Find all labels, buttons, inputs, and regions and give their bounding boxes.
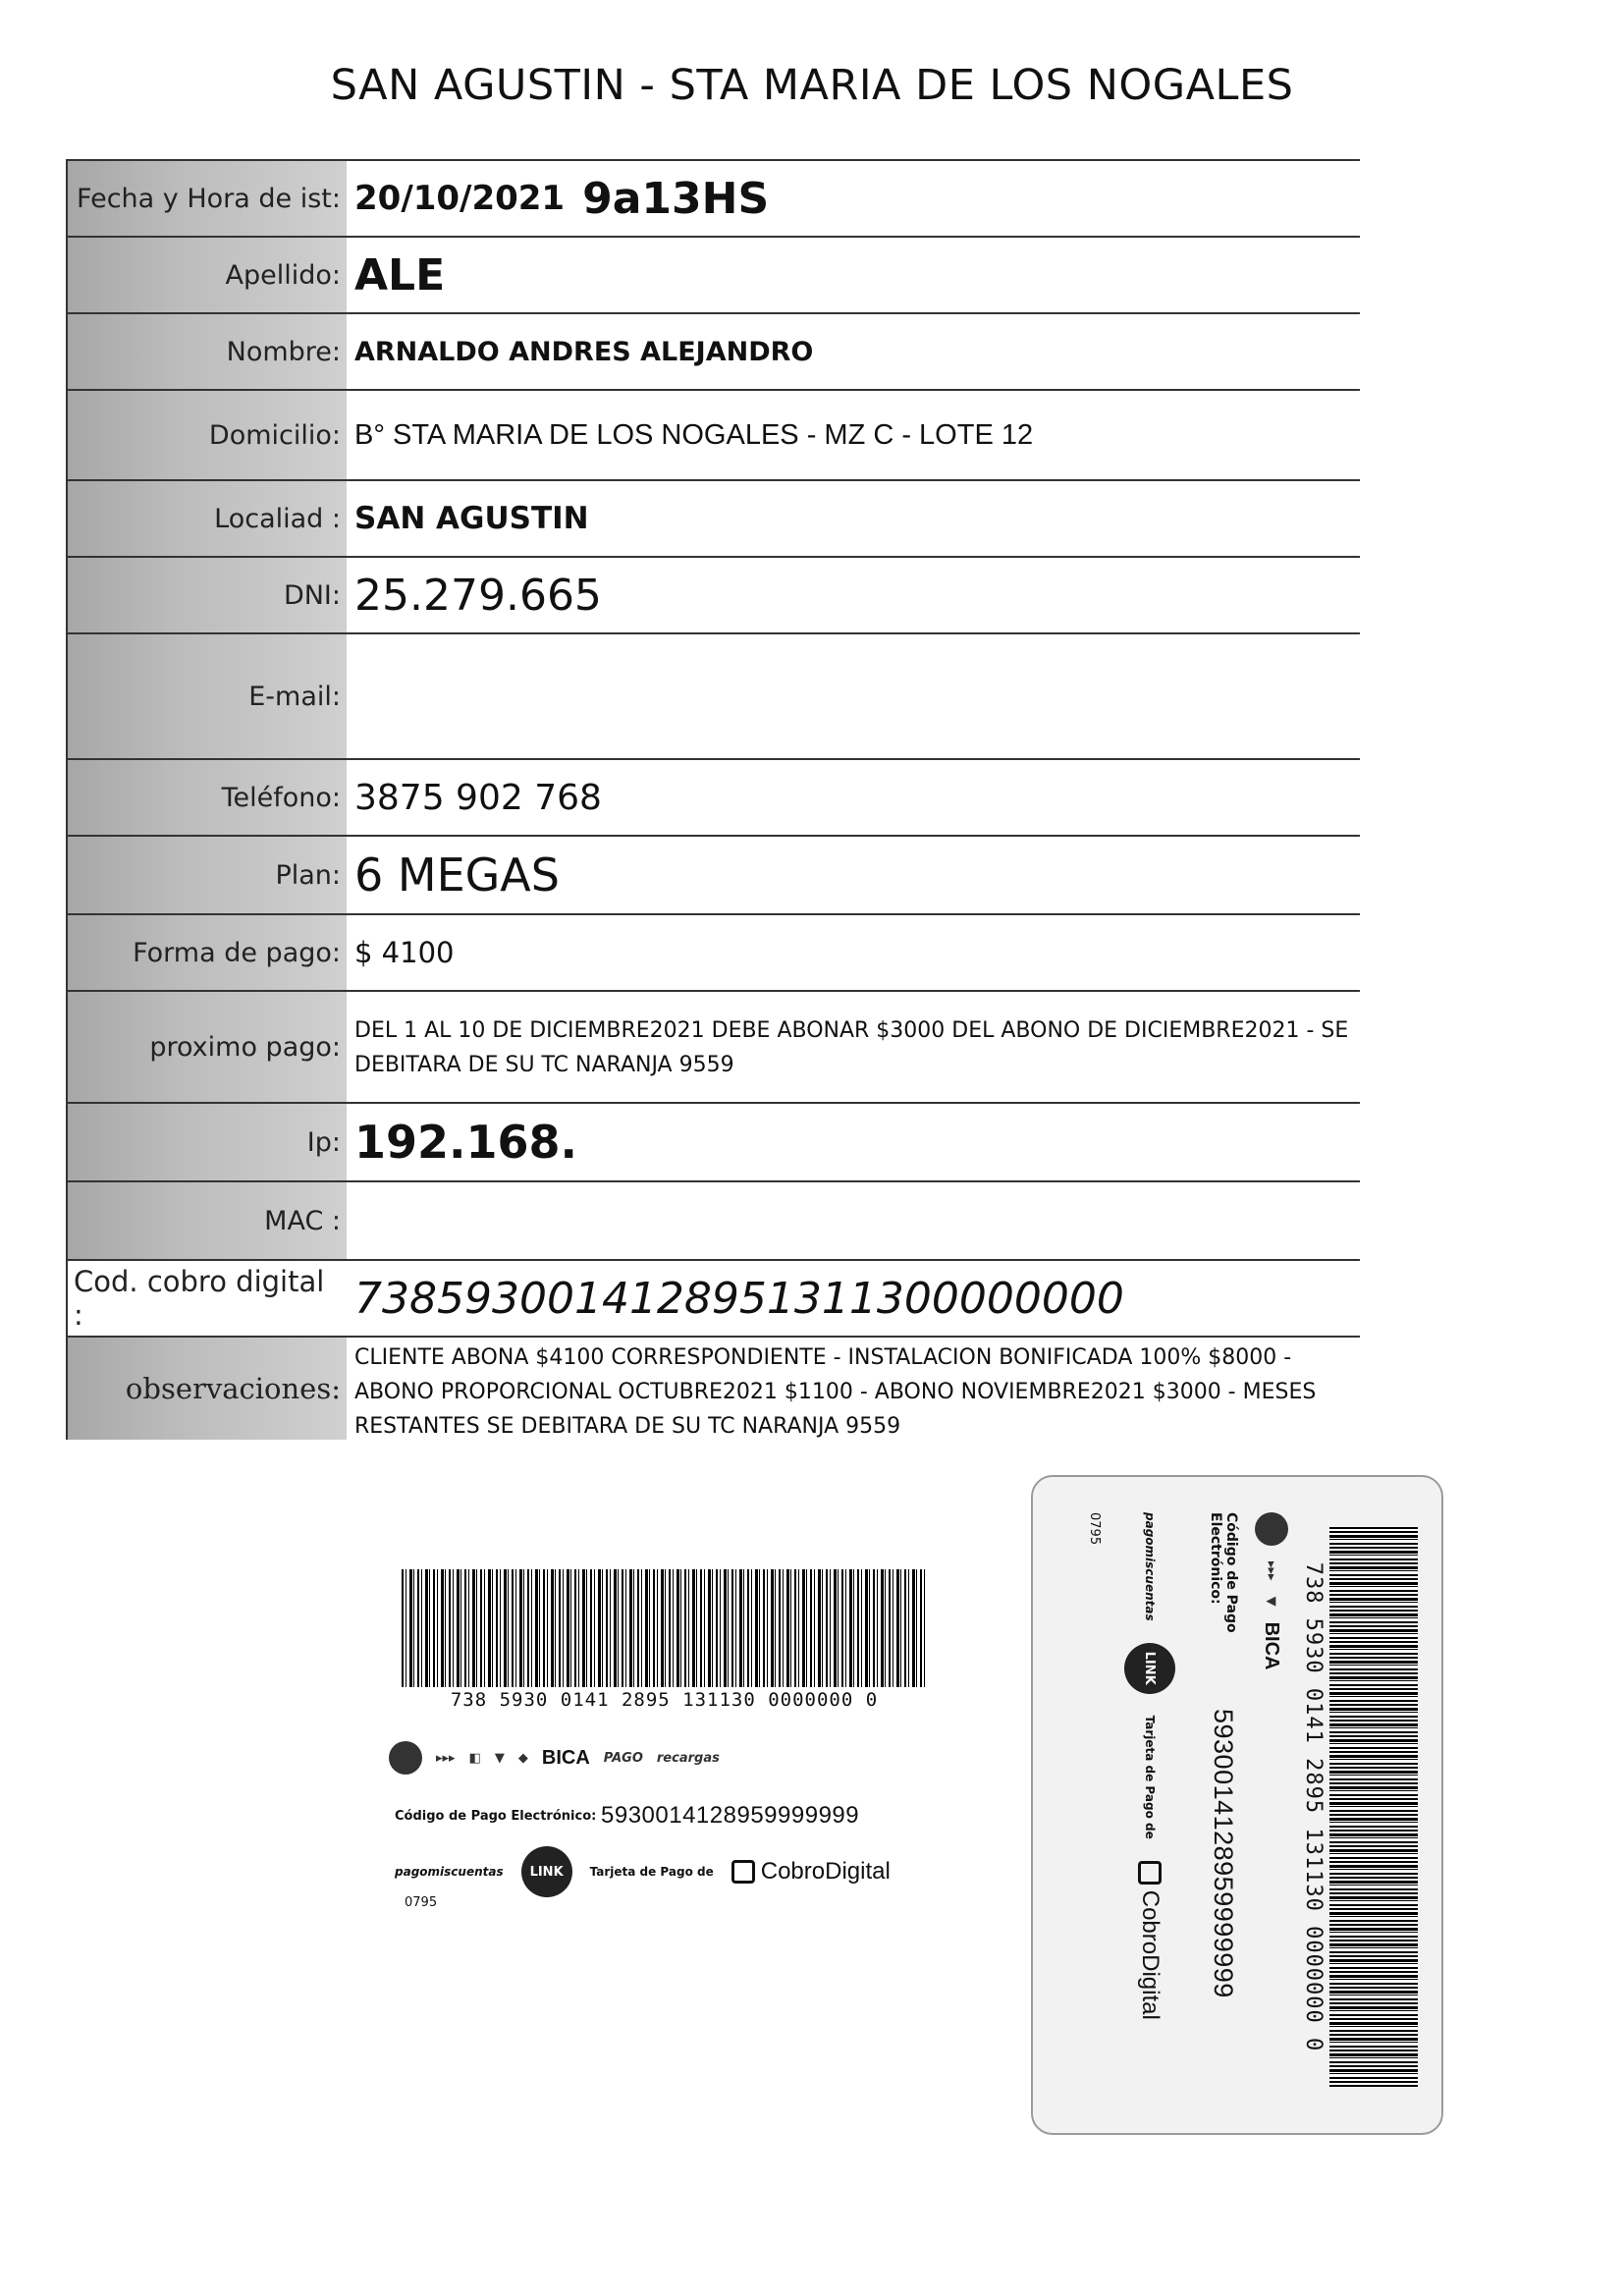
value-plan: 6 MEGAS	[354, 848, 560, 902]
value-time: 9a13HS	[582, 173, 770, 224]
label-forma-pago: Forma de pago:	[68, 915, 347, 990]
slip-bottom	[395, 1846, 945, 1897]
cobrodigital-icon	[731, 1860, 755, 1884]
label-ip: Ip:	[68, 1104, 347, 1180]
pagomiscuentas-logo: pagomiscuentas	[395, 1865, 504, 1879]
card-code-row	[1208, 1512, 1239, 2102]
value-fecha	[347, 161, 1360, 236]
cobrodigital-text: CobroDigital	[760, 1858, 891, 1885]
value-observaciones: CLIENTE ABONA $4100 CORRESPONDIENTE - INSTALACION BONIFICADA 100% $8000 - ABONO PROPORCIONAL OCTUBRE2021 $1100 - ABONO NOVIEMBRE2021 $3000 - MESES RESTANTES SE DEBITARA DE SU TC NARANJA 9559	[354, 1345, 1317, 1439]
barcode	[402, 1569, 927, 1687]
client-form	[66, 159, 1360, 1440]
row-apellido	[68, 238, 1360, 314]
card-code-label: Código de Pago Electrónico:	[1208, 1512, 1239, 1633]
card-cobrodigital-text: CobroDigital	[1137, 1889, 1164, 2020]
label-apellido: Apellido:	[68, 238, 347, 312]
label-telefono: Teléfono:	[68, 760, 347, 835]
row-plan	[68, 837, 1360, 915]
payment-logos	[389, 1738, 939, 1777]
row-domicilio	[68, 391, 1360, 481]
recargas-logo: recargas	[656, 1750, 720, 1766]
slip-serial: 0795	[405, 1895, 438, 1910]
row-cod-cobro	[68, 1261, 1360, 1338]
ripsa-logo-icon: ◆	[517, 1750, 528, 1766]
value-ip: 192.168.	[354, 1116, 577, 1169]
value-domicilio: B° STA MARIA DE LOS NOGALES - MZ C - LOTE 12	[354, 418, 1034, 451]
pago-logo: PAGO	[603, 1750, 643, 1766]
card-seal-icon	[1255, 1512, 1288, 1546]
card-cobrodigital-icon	[1138, 1861, 1162, 1885]
value-telefono: 3875 902 768	[354, 777, 602, 818]
bica-logo: BICA	[541, 1746, 590, 1769]
value-dni: 25.279.665	[354, 570, 602, 621]
label-dni: DNI:	[68, 558, 347, 632]
row-dni	[68, 558, 1360, 634]
value-nombre: ARNALDO ANDRES ALEJANDRO	[354, 336, 814, 367]
card-barcode-number: 738 5930 0141 2895 131130 0000000 0	[1301, 1561, 1326, 2052]
link-logo: LINK	[521, 1846, 572, 1897]
row-localidad	[68, 481, 1360, 558]
label-proximo-pago: proximo pago:	[68, 992, 347, 1102]
page-title: SAN AGUSTIN - STA MARIA DE LOS NOGALES	[330, 61, 1294, 110]
provincia-logo-icon: ◧	[468, 1750, 481, 1766]
slip-code-label: Código de Pago Electrónico:	[395, 1808, 597, 1824]
pagofacil-logo-icon: ▼	[494, 1750, 505, 1766]
value-mac	[347, 1182, 1360, 1259]
value-email	[347, 634, 1360, 758]
row-fecha	[68, 161, 1360, 238]
row-proximo-pago	[68, 992, 1360, 1104]
row-ip	[68, 1104, 1360, 1182]
card-link-logo: LINK	[1124, 1643, 1175, 1694]
value-localidad: SAN AGUSTIN	[354, 501, 589, 536]
label-domicilio: Domicilio:	[68, 391, 347, 479]
card-serial: 0795	[1087, 1512, 1102, 1546]
slip-code-value: 5930014128959999999	[601, 1802, 860, 1829]
barcode-number: 738 5930 0141 2895 131130 0000000 0	[450, 1689, 879, 1711]
card-logos	[1255, 1512, 1288, 2102]
slip-code-row	[395, 1802, 945, 1830]
payment-card	[1031, 1475, 1443, 2135]
label-observaciones: observaciones:	[68, 1338, 347, 1440]
value-proximo-pago: DEL 1 AL 10 DE DICIEMBRE2021 DEBE ABONAR $3000 DEL ABONO DE DICIEMBRE2021 - SE DEBITARA DE SU TC NARANJA 9559	[354, 1018, 1349, 1077]
value-date: 20/10/2021	[354, 179, 566, 218]
label-mac: MAC :	[68, 1182, 347, 1259]
tarjeta-label: Tarjeta de Pago de	[589, 1865, 714, 1879]
value-cod-cobro: 7385930014128951311300000000	[354, 1273, 1124, 1324]
value-forma-pago: $ 4100	[354, 936, 455, 969]
card-cobrodigital-logo	[1136, 1861, 1164, 2020]
row-telefono	[68, 760, 1360, 837]
label-fecha: Fecha y Hora de ist:	[68, 161, 347, 236]
label-plan: Plan:	[68, 837, 347, 913]
label-email: E-mail:	[68, 634, 347, 758]
card-content	[1053, 1503, 1426, 2111]
card-bottom	[1124, 1512, 1175, 2102]
payment-slip	[375, 1561, 954, 1915]
card-bica-logo: BICA	[1261, 1621, 1283, 1670]
card-pagomiscuentas-logo: pagomiscuentas	[1143, 1512, 1157, 1621]
row-nombre	[68, 314, 1360, 391]
row-mac	[68, 1182, 1360, 1261]
label-nombre: Nombre:	[68, 314, 347, 389]
card-rapipago-icon: ▸▸▸	[1264, 1561, 1279, 1581]
card-barcode	[1329, 1527, 1418, 2087]
card-pagofacil-icon: ▼	[1264, 1596, 1279, 1607]
label-cod-cobro: Cod. cobro digital :	[68, 1261, 347, 1336]
row-observaciones	[68, 1338, 1360, 1440]
cobrodigital-logo	[731, 1858, 891, 1886]
card-code-value: 5930014128959999999	[1209, 1709, 1239, 1998]
value-apellido: ALE	[354, 249, 446, 301]
row-forma-pago	[68, 915, 1360, 992]
row-email	[68, 634, 1360, 760]
label-localidad: Localiad :	[68, 481, 347, 556]
seal-logo-icon	[389, 1741, 422, 1775]
rapipago-logo-icon: ▸▸▸	[436, 1750, 456, 1766]
card-tarjeta-label: Tarjeta de Pago de	[1143, 1715, 1157, 1839]
